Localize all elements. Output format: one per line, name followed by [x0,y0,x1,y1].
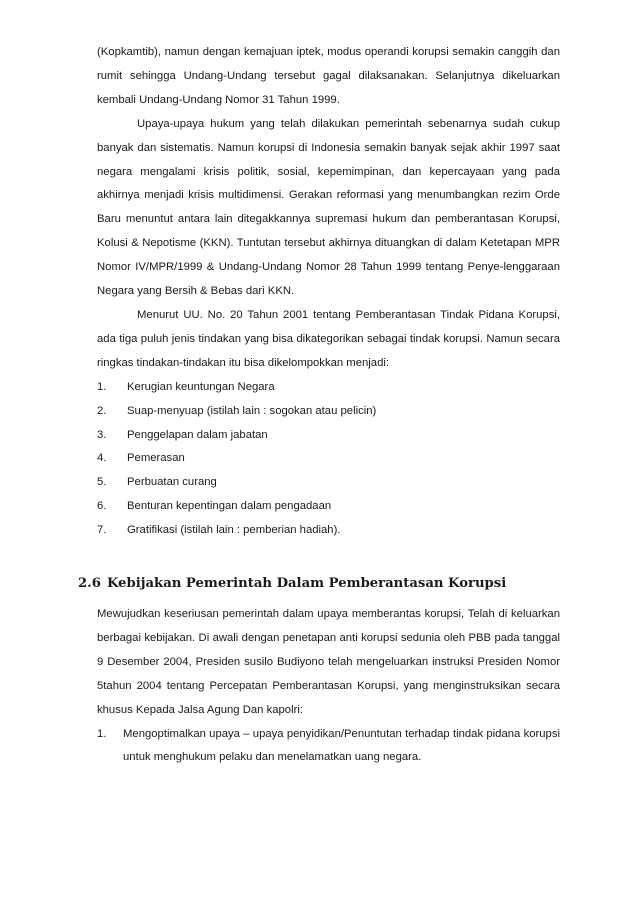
list-number: 3. [97,428,107,441]
list-text: Pemerasan [127,452,185,465]
list-text: Penggelapan dalam jabatan [127,428,268,441]
section-1-body [97,41,560,543]
list-text: Suap-menyuap (istilah lain : sogokan atau pelicin) [127,404,377,417]
instruction-list [97,723,560,771]
list-text: Benturan kepentingan dalam pengadaan [127,500,332,513]
paragraph-1: (Kopkamtib), namun dengan kemajuan iptek, modus operandi korupsi semakin canggih dan rumit sehingga Undang-Undang tersebut gagal dilaksanakan. Selanjutnya dikeluarkan kembali Undang-Undang Nomor 31 Tahun 1999. [97,46,560,106]
paragraph-2: Upaya-upaya hukum yang telah dilakukan pemerintah sebenarnya sudah cukup banyak dan sistematis. Namun korupsi di Indonesia semakin banyak sejak akhir 1997 saat negara mengalami krisis politik, sosial, kepemimpinan, dan kepercayaan yang pada akhirnya menjadi krisis multidimensi. Gerakan reformasi yang menumbangkan rezim Orde Baru menuntut antara lain ditegakkannya supremasi hukum dan pemberantasan Korupsi, Kolusi & Nepotisme (KKN). Tuntutan tersebut akhirnya dituangkan di dalam Ketetapan MPR Nomor IV/MPR/1999 & Undang-Undang Nomor 28 Tahun 1999 tentang Penye-lenggaraan Negara yang Bersih & Bebas dari KKN. [97,117,560,298]
list-item [97,447,560,471]
section-title: Kebijakan Pemerintah Dalam Pemberantasan Korupsi [106,576,507,591]
list-number: 6. [97,500,107,513]
paragraph-3: Menurut UU. No. 20 Tahun 2001 tentang Pemberantasan Tindak Pidana Korupsi, ada tiga puluh jenis tindakan yang bisa dikategorikan sebagai tindak korupsi. Namun secara ringkas tindakan-tindakan itu bisa dikelompokkan menjadi: [97,308,560,369]
list-number: 4. [97,452,107,465]
list-number: 5. [97,476,107,489]
list-number: 1. [97,380,107,393]
corruption-types-list [97,376,560,543]
list-text: Perbuatan curang [127,476,217,489]
list-item [97,519,560,543]
list-number: 7. [97,524,107,537]
list-text: Kerugian keuntungan Negara [127,380,275,393]
list-item [97,495,560,519]
list-number: 2. [97,404,107,417]
paragraph-4: Mewujudkan keseriusan pemerintah dalam upaya memberantas korupsi, Telah di keluarkan berbagai kebijakan. Di awali dengan penetapan anti korupsi sedunia oleh PBB pada tanggal 9 Desember 2004, Presiden susilo Budiyono telah mengeluarkan instruksi Presiden Nomor 5tahun 2004 tentang Percepatan Pemberantasan Korupsi, yang menginstruksikan secara khusus Kepada Jalsa Agung Dan kapolri: [97,608,560,716]
list-text: Gratifikasi (istilah lain : pemberian hadiah). [127,524,341,537]
list-item [97,376,560,400]
list-item [97,400,560,424]
list-number: 1. [97,727,107,740]
list-item [97,723,560,771]
list-item [97,471,560,495]
list-text: Mengoptimalkan upaya – upaya penyidikan/Penuntutan terhadap tindak pidana korupsi untuk menghukum pelaku dan menelamatkan uang negara. [123,727,560,764]
section-2-body [97,603,560,770]
section-number: 2.6 [78,576,101,591]
list-item [97,424,560,448]
section-heading [78,576,506,591]
